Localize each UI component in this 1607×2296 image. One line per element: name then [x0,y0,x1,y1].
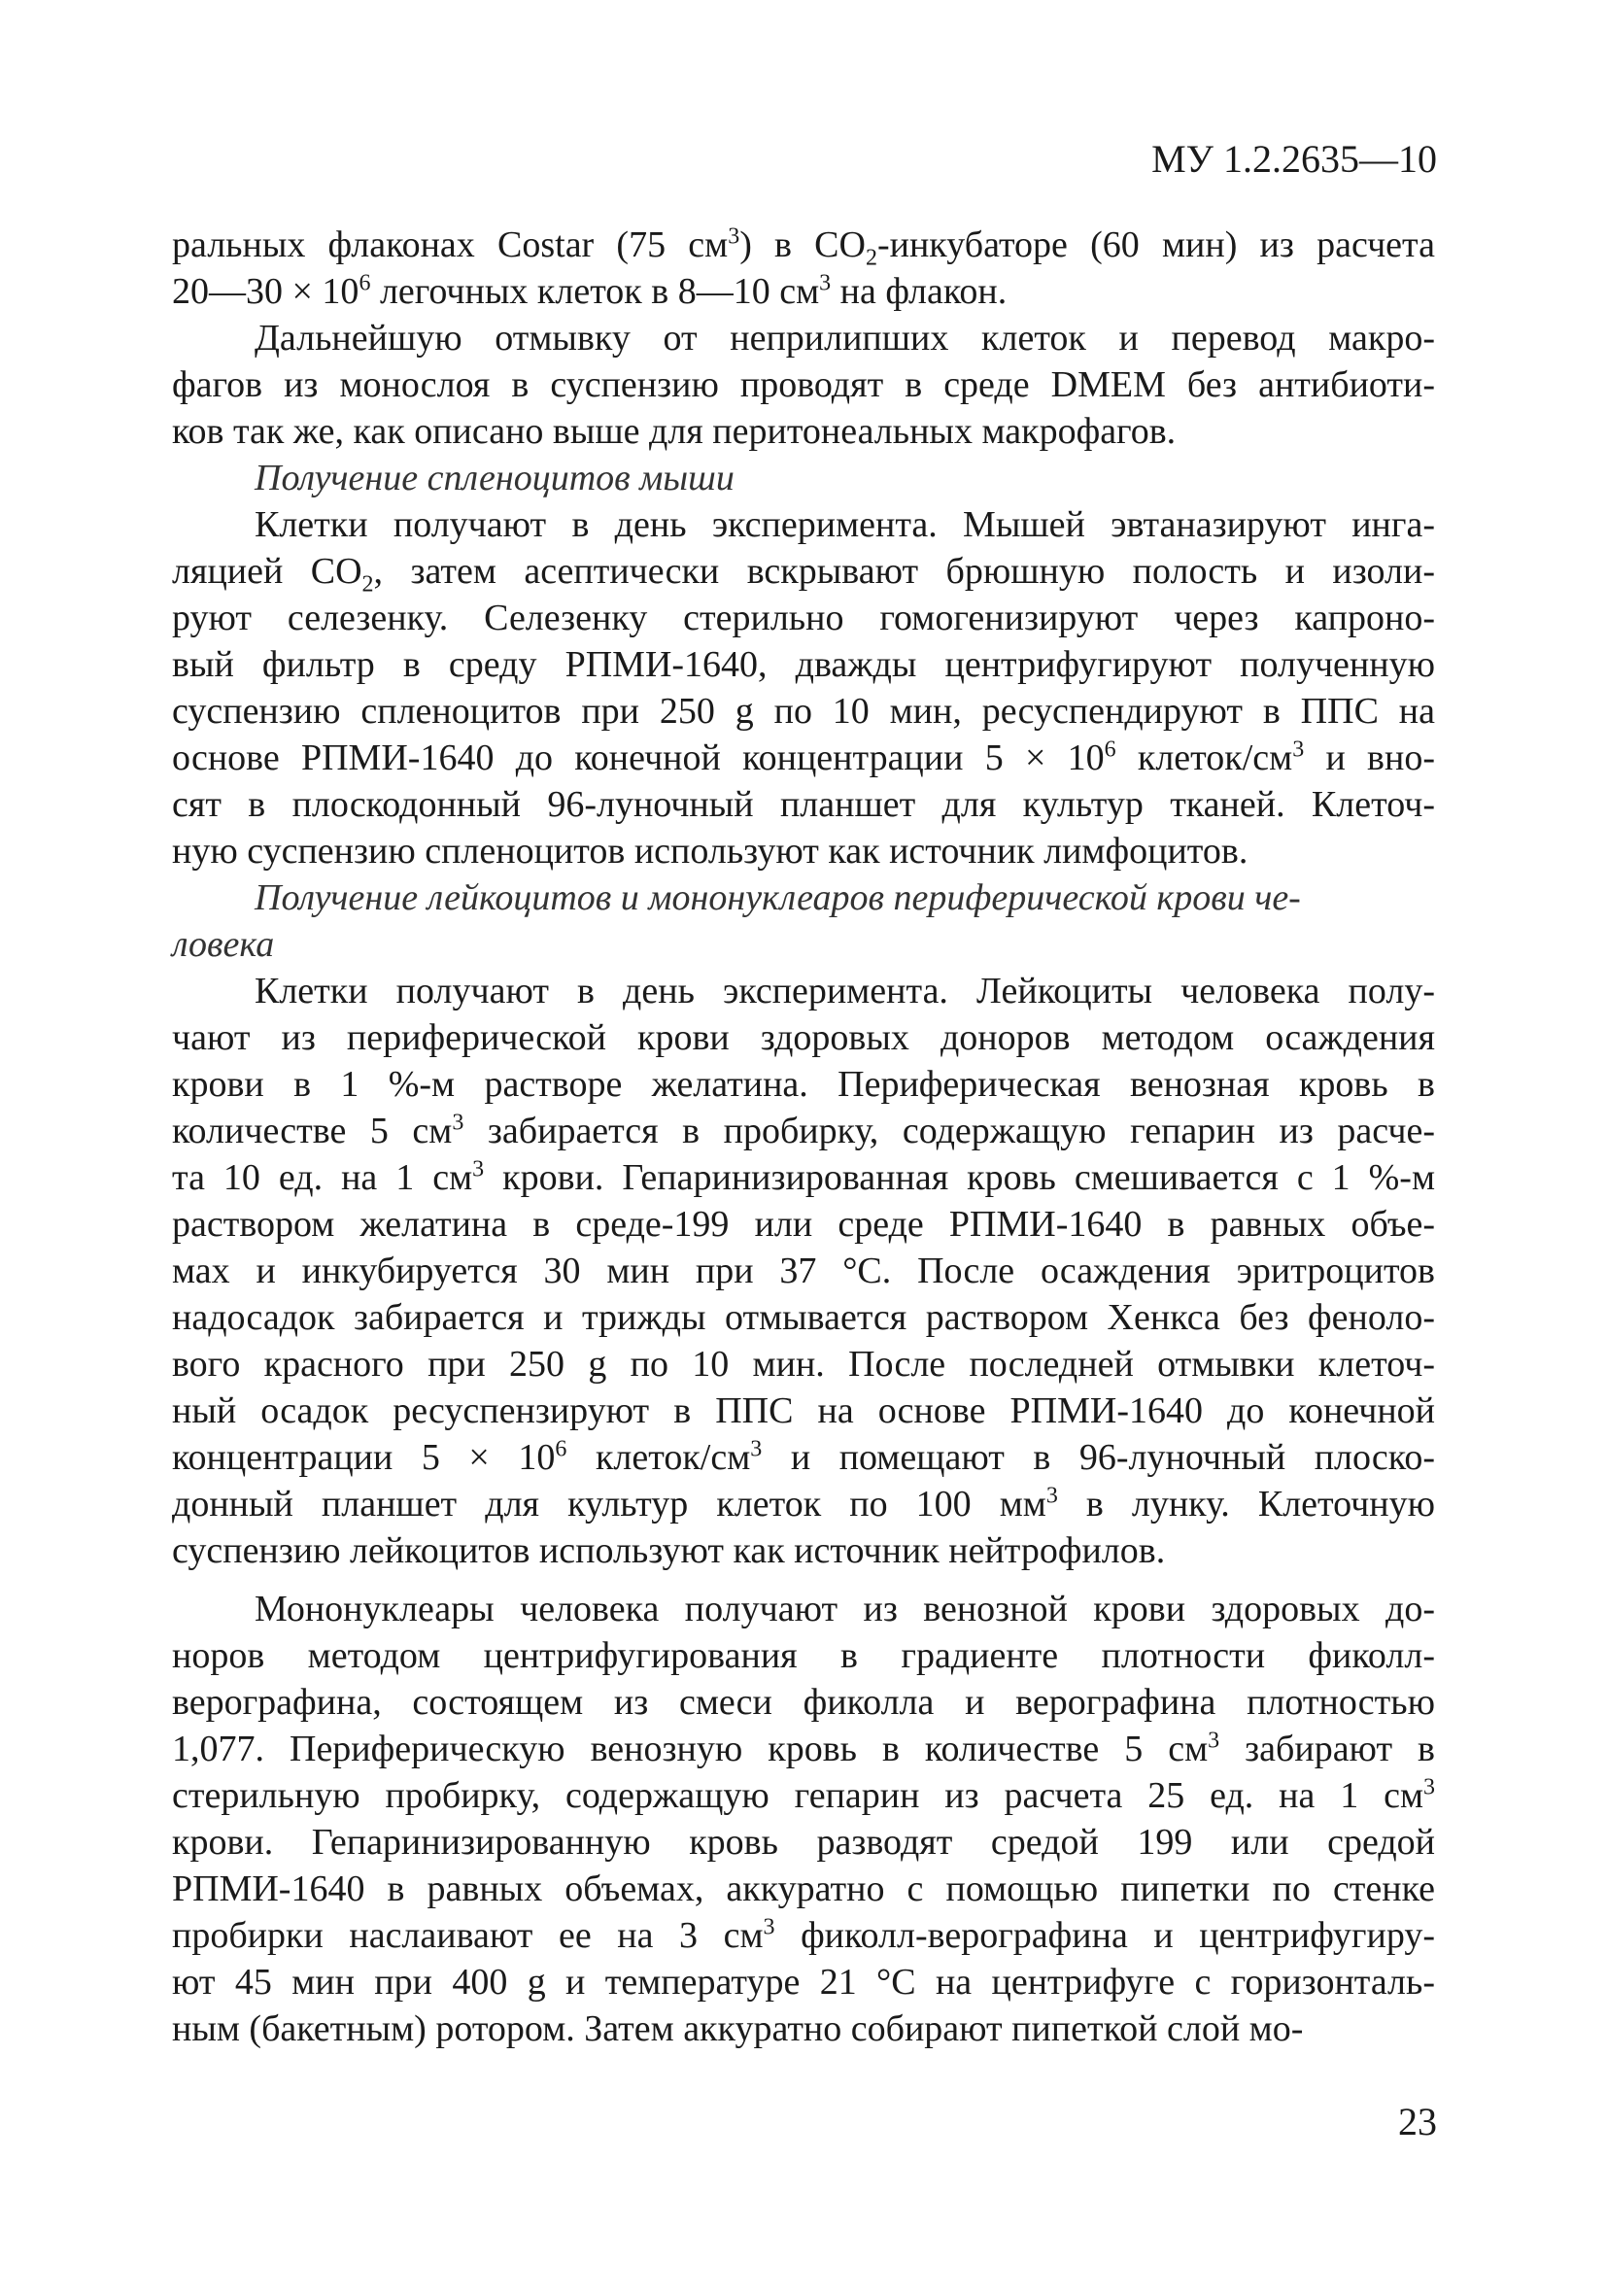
text-line: ков так же, как описано выше для перитонеальных макрофагов. [172,411,1177,452]
text-line: ляцией $CO_2$, затем асептически вскрывают брюшную полость и изоли- [172,551,1435,598]
text-line: норов методом центрифугирования в градиенте плотности фиколл- [172,1635,1435,1676]
body-text [172,222,1435,2052]
text-line: крови. Гепаринизированную кровь разводят средой 199 или средой [172,1822,1435,1863]
text-line: крови в 1 %-м растворе желатина. Периферическая венозная кровь в [172,1064,1435,1105]
text-line: чают из периферической крови здоровых доноров методом осаждения [172,1017,1435,1058]
heading-line: Получение спленоцитов мыши [255,458,735,498]
text-line: раствором желатина в среде-199 или среде РПМИ-1640 в равных объе- [172,1204,1435,1245]
paragraph [172,501,1435,874]
text-line: надосадок забирается и трижды отмывается раствором Хенкса без феноло- [172,1297,1435,1338]
text-line: Клетки получают в день эксперимента. Мышей эвтаназируют инга- [255,504,1435,545]
text-line: ральных флаконах Costar (75 $см^3$) в $CO_2$-инкубаторе (60 мин) из расчета [172,223,1435,271]
text-line: ным (бакетным) ротором. Затем аккуратно собирают пипеткой слой мо- [172,2008,1304,2049]
text-line: концентрации $5 \times 10^6$ клеток/$см^3$ и помещают в 96-луночный плоско- [172,1436,1435,1478]
text-line: ный осадок ресуспензируют в ППС на основе РПМИ-1640 до конечной [172,1390,1435,1431]
text-line: Клетки получают в день эксперимента. Лейкоциты человека полу- [255,971,1435,1011]
text-line: донный планшет для культур клеток по 100 $мм^3$ в лунку. Клеточную [172,1483,1435,1525]
heading-line: ловека [172,924,275,965]
text-line: Дальнейшую отмывку от неприлипших клеток и перевод макро- [255,318,1435,359]
running-header-doc-code: МУ 1.2.2635—10 [1151,137,1437,181]
text-line: стерильную пробирку, содержащую гепарин из расчета 25 ед. на 1 $см^3$ [172,1774,1435,1816]
text-line: ют 45 мин при 400 g и температуре 21 °С на центрифуге с горизонталь- [172,1962,1435,2003]
text-line: количестве 5 $см^3$ забирается в пробирку, содержащую гепарин из расче- [172,1110,1436,1151]
text-line: та 10 ед. на 1 $см^3$ крови. Гепаринизированная кровь смешивается с 1 %-м [172,1156,1435,1198]
text-line: суспензию спленоцитов при 250 g по 10 мин, ресуспендируют в ППС на [172,691,1435,732]
section-heading [172,455,1435,501]
paragraph [172,222,1435,315]
text-line: 1,077. Периферическую венозную кровь в количестве 5 $см^3$ забирают в [172,1728,1435,1769]
text-line: мах и инкубируется 30 мин при 37 °С. После осаждения эритроцитов [172,1251,1435,1291]
text-line: основе РПМИ-1640 до конечной концентрации $5 \times 10^6$ клеток/$см^3$ и вно- [172,737,1435,778]
section-heading [172,874,1435,968]
paragraph [172,1586,1435,2052]
paragraph [172,315,1435,455]
text-line: вый фильтр в среду РПМИ-1640, дважды центрифугируют полученную [172,644,1435,685]
text-line: руют селезенку. Селезенку стерильно гомогенизируют через капроно- [172,598,1435,638]
text-line: РПМИ-1640 в равных объемах, аккуратно с помощью пипетки по стенке [172,1868,1435,1909]
text-line: Мононуклеары человека получают из венозной крови здоровых до- [255,1589,1435,1629]
text-line: вого красного при 250 g по 10 мин. После последней отмывки клеточ- [172,1344,1435,1385]
heading-line: Получение лейкоцитов и мононуклеаров периферической крови че- [255,877,1301,918]
text-line: верографина, состоящем из смеси фиколла и верографина плотностью [172,1682,1435,1723]
text-line: пробирки наслаивают ее на 3 $см^3$ фиколл-верографина и центрифугиру- [172,1914,1435,1956]
text-line: ную суспензию спленоцитов используют как источник лимфоцитов. [172,831,1248,872]
paragraph [172,968,1435,1574]
text-line: 20—30 × $10^6$ легочных клеток в 8—10 $см^3$ на флакон. [172,270,1008,312]
text-line: фагов из монослоя в суспензию проводят в среде DMEM без антибиоти- [172,364,1435,405]
page-number: 23 [1398,2100,1437,2143]
text-line: сят в плоскодонный 96-луночный планшет для культур тканей. Клеточ- [172,784,1435,825]
text-line: суспензию лейкоцитов используют как источник нейтрофилов. [172,1530,1166,1571]
